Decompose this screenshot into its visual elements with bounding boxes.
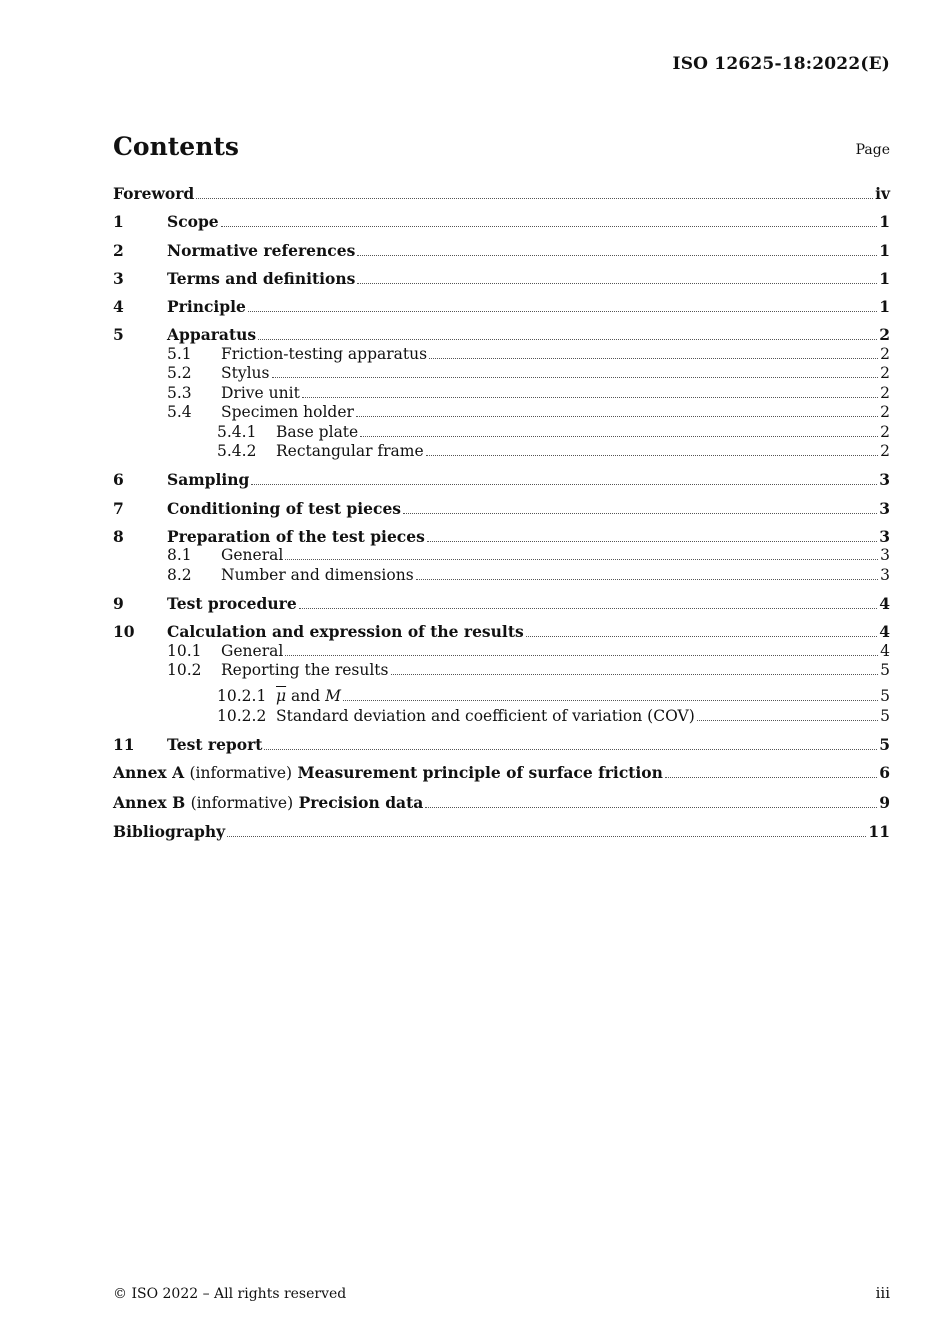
toc-entry-page: 2: [880, 422, 890, 441]
toc-entry-title: Rectangular frame: [276, 441, 424, 460]
toc-entry-title: Number and dimensions: [221, 565, 414, 584]
leader-dots: [665, 777, 877, 778]
copyright-notice: © ISO 2022 – All rights reserved: [113, 1286, 347, 1302]
toc-entry-page: 5: [880, 706, 890, 725]
mean-mu-symbol: $\overline{\mu}$: [276, 687, 287, 706]
toc-entry-title: Base plate: [276, 422, 359, 441]
toc-entry-annex-b[interactable]: [113, 793, 890, 813]
toc-entry-number: 4: [113, 297, 124, 317]
toc-entry-page: 3: [880, 546, 890, 565]
toc-entry-page: 2: [880, 403, 890, 422]
page-number: iii: [875, 1284, 890, 1302]
toc-entry-page: 4: [879, 622, 890, 642]
toc-entry-title: Test procedure: [167, 593, 297, 613]
annex-label: Annex A: [113, 763, 185, 783]
toc-entry-title: Principle: [167, 297, 246, 317]
toc-entry-5-4-1[interactable]: [113, 423, 890, 442]
toc-entry-number: 3: [113, 268, 124, 288]
toc-entry-number: 2: [113, 240, 124, 260]
toc-entry-7[interactable]: [113, 499, 890, 518]
annex-title: Measurement principle of surface friction: [297, 763, 663, 783]
toc-entry-page: 11: [868, 822, 890, 842]
toc-entry-2[interactable]: [113, 241, 890, 260]
toc-entry-page: 1: [879, 212, 890, 232]
toc-entry-10-2[interactable]: [113, 661, 890, 680]
table-of-contents: [113, 184, 890, 841]
toc-entry-number: 10: [113, 622, 135, 642]
toc-entry-title: Drive unit: [221, 383, 300, 402]
page-column-label: Page: [855, 142, 890, 158]
leader-dots: [425, 807, 877, 808]
toc-entry-title: [113, 793, 423, 813]
annex-label: Annex B: [113, 792, 186, 812]
toc-entry-title: Friction-testing apparatus: [221, 344, 428, 363]
toc-entry-title: Standard deviation and coefficient of variation (COV): [276, 706, 695, 725]
leader-dots: [221, 226, 878, 227]
toc-entry-number: 11: [113, 735, 135, 755]
toc-entry-number: 5.4.1: [217, 422, 257, 441]
toc-entry-title: Specimen holder: [221, 403, 354, 422]
toc-entry-title: Bibliography: [113, 822, 226, 842]
toc-entry-number: 8.2: [167, 565, 192, 584]
leader-dots: [227, 836, 866, 837]
toc-entry-title: Scope: [167, 212, 219, 232]
toc-entry-number: 5.4.2: [217, 441, 257, 460]
leader-dots: [391, 674, 879, 675]
toc-entry-foreword[interactable]: [113, 184, 890, 203]
leader-dots: [427, 541, 877, 542]
toc-entry-1[interactable]: [113, 212, 890, 231]
leader-dots: [697, 720, 878, 721]
leader-dots: [302, 397, 878, 398]
annex-title: Precision data: [298, 792, 424, 812]
toc-entry-number: 10.1: [167, 641, 202, 660]
toc-entry-page: 1: [879, 240, 890, 260]
toc-entry-page: 4: [880, 641, 890, 660]
toc-entry-title: Reporting the results: [221, 661, 389, 680]
leader-dots: [526, 636, 877, 637]
toc-entry-5-2[interactable]: [113, 364, 890, 383]
toc-entry-title: General: [221, 546, 284, 565]
toc-entry-number: 8: [113, 526, 124, 546]
leader-dots: [403, 513, 877, 514]
toc-entry-number: 10.2.1: [217, 687, 267, 706]
m-symbol: M: [325, 687, 341, 706]
leader-dots: [357, 255, 877, 256]
toc-entry-page: 9: [879, 792, 890, 812]
toc-entry-page: 5: [880, 687, 890, 706]
toc-entry-number: 1: [113, 212, 124, 232]
toc-entry-8-2[interactable]: [113, 566, 890, 585]
toc-entry-title: Apparatus: [167, 325, 257, 345]
toc-entry-title: [113, 763, 663, 783]
toc-entry-title: Test report: [167, 735, 263, 755]
toc-entry-3[interactable]: [113, 269, 890, 288]
toc-entry-page: 3: [879, 470, 890, 490]
toc-entry-page: 3: [879, 526, 890, 546]
toc-entry-page: 2: [880, 344, 890, 363]
leader-dots: [343, 700, 878, 701]
toc-entry-page: iv: [875, 184, 890, 203]
toc-entry-number: 9: [113, 593, 124, 613]
toc-entry-page: 1: [879, 297, 890, 317]
and-text: and: [291, 687, 321, 706]
toc-entry-title: Conditioning of test pieces: [167, 498, 402, 518]
leader-dots: [196, 198, 873, 199]
toc-entry-title: Foreword: [113, 184, 195, 203]
toc-entry-title: Sampling: [167, 470, 250, 490]
leader-dots: [299, 608, 878, 609]
leader-dots: [251, 484, 877, 485]
toc-entry-title: Normative references: [167, 240, 356, 260]
toc-entry-5-1[interactable]: [113, 345, 890, 364]
leader-dots: [248, 311, 877, 312]
toc-entry-number: 5: [113, 325, 124, 345]
toc-entry-9[interactable]: [113, 594, 890, 613]
toc-entry-bibliography[interactable]: [113, 822, 890, 841]
leader-dots: [360, 436, 878, 437]
leader-dots: [272, 377, 879, 378]
leader-dots: [426, 455, 878, 456]
toc-entry-page: 1: [879, 268, 890, 288]
toc-entry-page: 4: [879, 593, 890, 613]
toc-entry-5-4[interactable]: [113, 403, 890, 422]
leader-dots: [264, 749, 877, 750]
toc-entry-number: 7: [113, 498, 124, 518]
toc-entry-4[interactable]: [113, 297, 890, 316]
toc-entry-number: 6: [113, 470, 124, 490]
toc-entry-page: 5: [880, 661, 890, 680]
toc-entry-page: 5: [879, 735, 890, 755]
toc-entry-number: 10.2.2: [217, 706, 267, 725]
leader-dots: [416, 579, 878, 580]
toc-entry-page: 3: [879, 498, 890, 518]
leader-dots: [429, 358, 878, 359]
toc-entry-11[interactable]: [113, 735, 890, 754]
leader-dots: [357, 283, 877, 284]
document-id: ISO 12625-18:2022(E): [672, 54, 890, 74]
leader-dots: [356, 416, 878, 417]
toc-entry-number: 5.4: [167, 403, 192, 422]
toc-entry-5-3[interactable]: [113, 384, 890, 403]
toc-entry-page: 2: [880, 383, 890, 402]
toc-entry-10-2-1[interactable]: [113, 687, 890, 706]
toc-entry-title: Preparation of the test pieces: [167, 526, 425, 546]
toc-entry-page: 6: [879, 763, 890, 783]
toc-entry-8-1[interactable]: [113, 546, 890, 565]
toc-entry-number: 8.1: [167, 546, 192, 565]
annex-type: (informative): [190, 793, 294, 812]
toc-entry-title: Stylus: [221, 364, 270, 383]
leader-dots: [285, 655, 878, 656]
toc-entry-number: 10.2: [167, 661, 202, 680]
toc-entry-page: 3: [880, 565, 890, 584]
toc-entry-page: 2: [880, 441, 890, 460]
toc-entry-5[interactable]: [113, 325, 890, 344]
leader-dots: [258, 339, 877, 340]
toc-entry-annex-a[interactable]: [113, 763, 890, 783]
toc-entry-10-2-2[interactable]: [113, 707, 890, 726]
toc-entry-page: 2: [880, 364, 890, 383]
toc-entry-number: 5.2: [167, 364, 192, 383]
contents-heading: Contents: [113, 132, 240, 161]
toc-entry-title: General: [221, 641, 284, 660]
leader-dots: [285, 559, 878, 560]
toc-entry-5-4-2[interactable]: [113, 442, 890, 461]
toc-entry-page: 2: [879, 325, 890, 345]
toc-entry-title: [276, 687, 341, 706]
toc-entry-10-1[interactable]: [113, 642, 890, 661]
toc-entry-6[interactable]: [113, 470, 890, 489]
toc-entry-10[interactable]: [113, 622, 890, 641]
toc-entry-title: Calculation and expression of the results: [167, 622, 524, 642]
toc-entry-8[interactable]: [113, 527, 890, 546]
toc-entry-number: 5.1: [167, 344, 192, 363]
annex-type: (informative): [189, 764, 293, 783]
toc-entry-title: Terms and definitions: [167, 268, 356, 288]
toc-entry-number: 5.3: [167, 383, 192, 402]
